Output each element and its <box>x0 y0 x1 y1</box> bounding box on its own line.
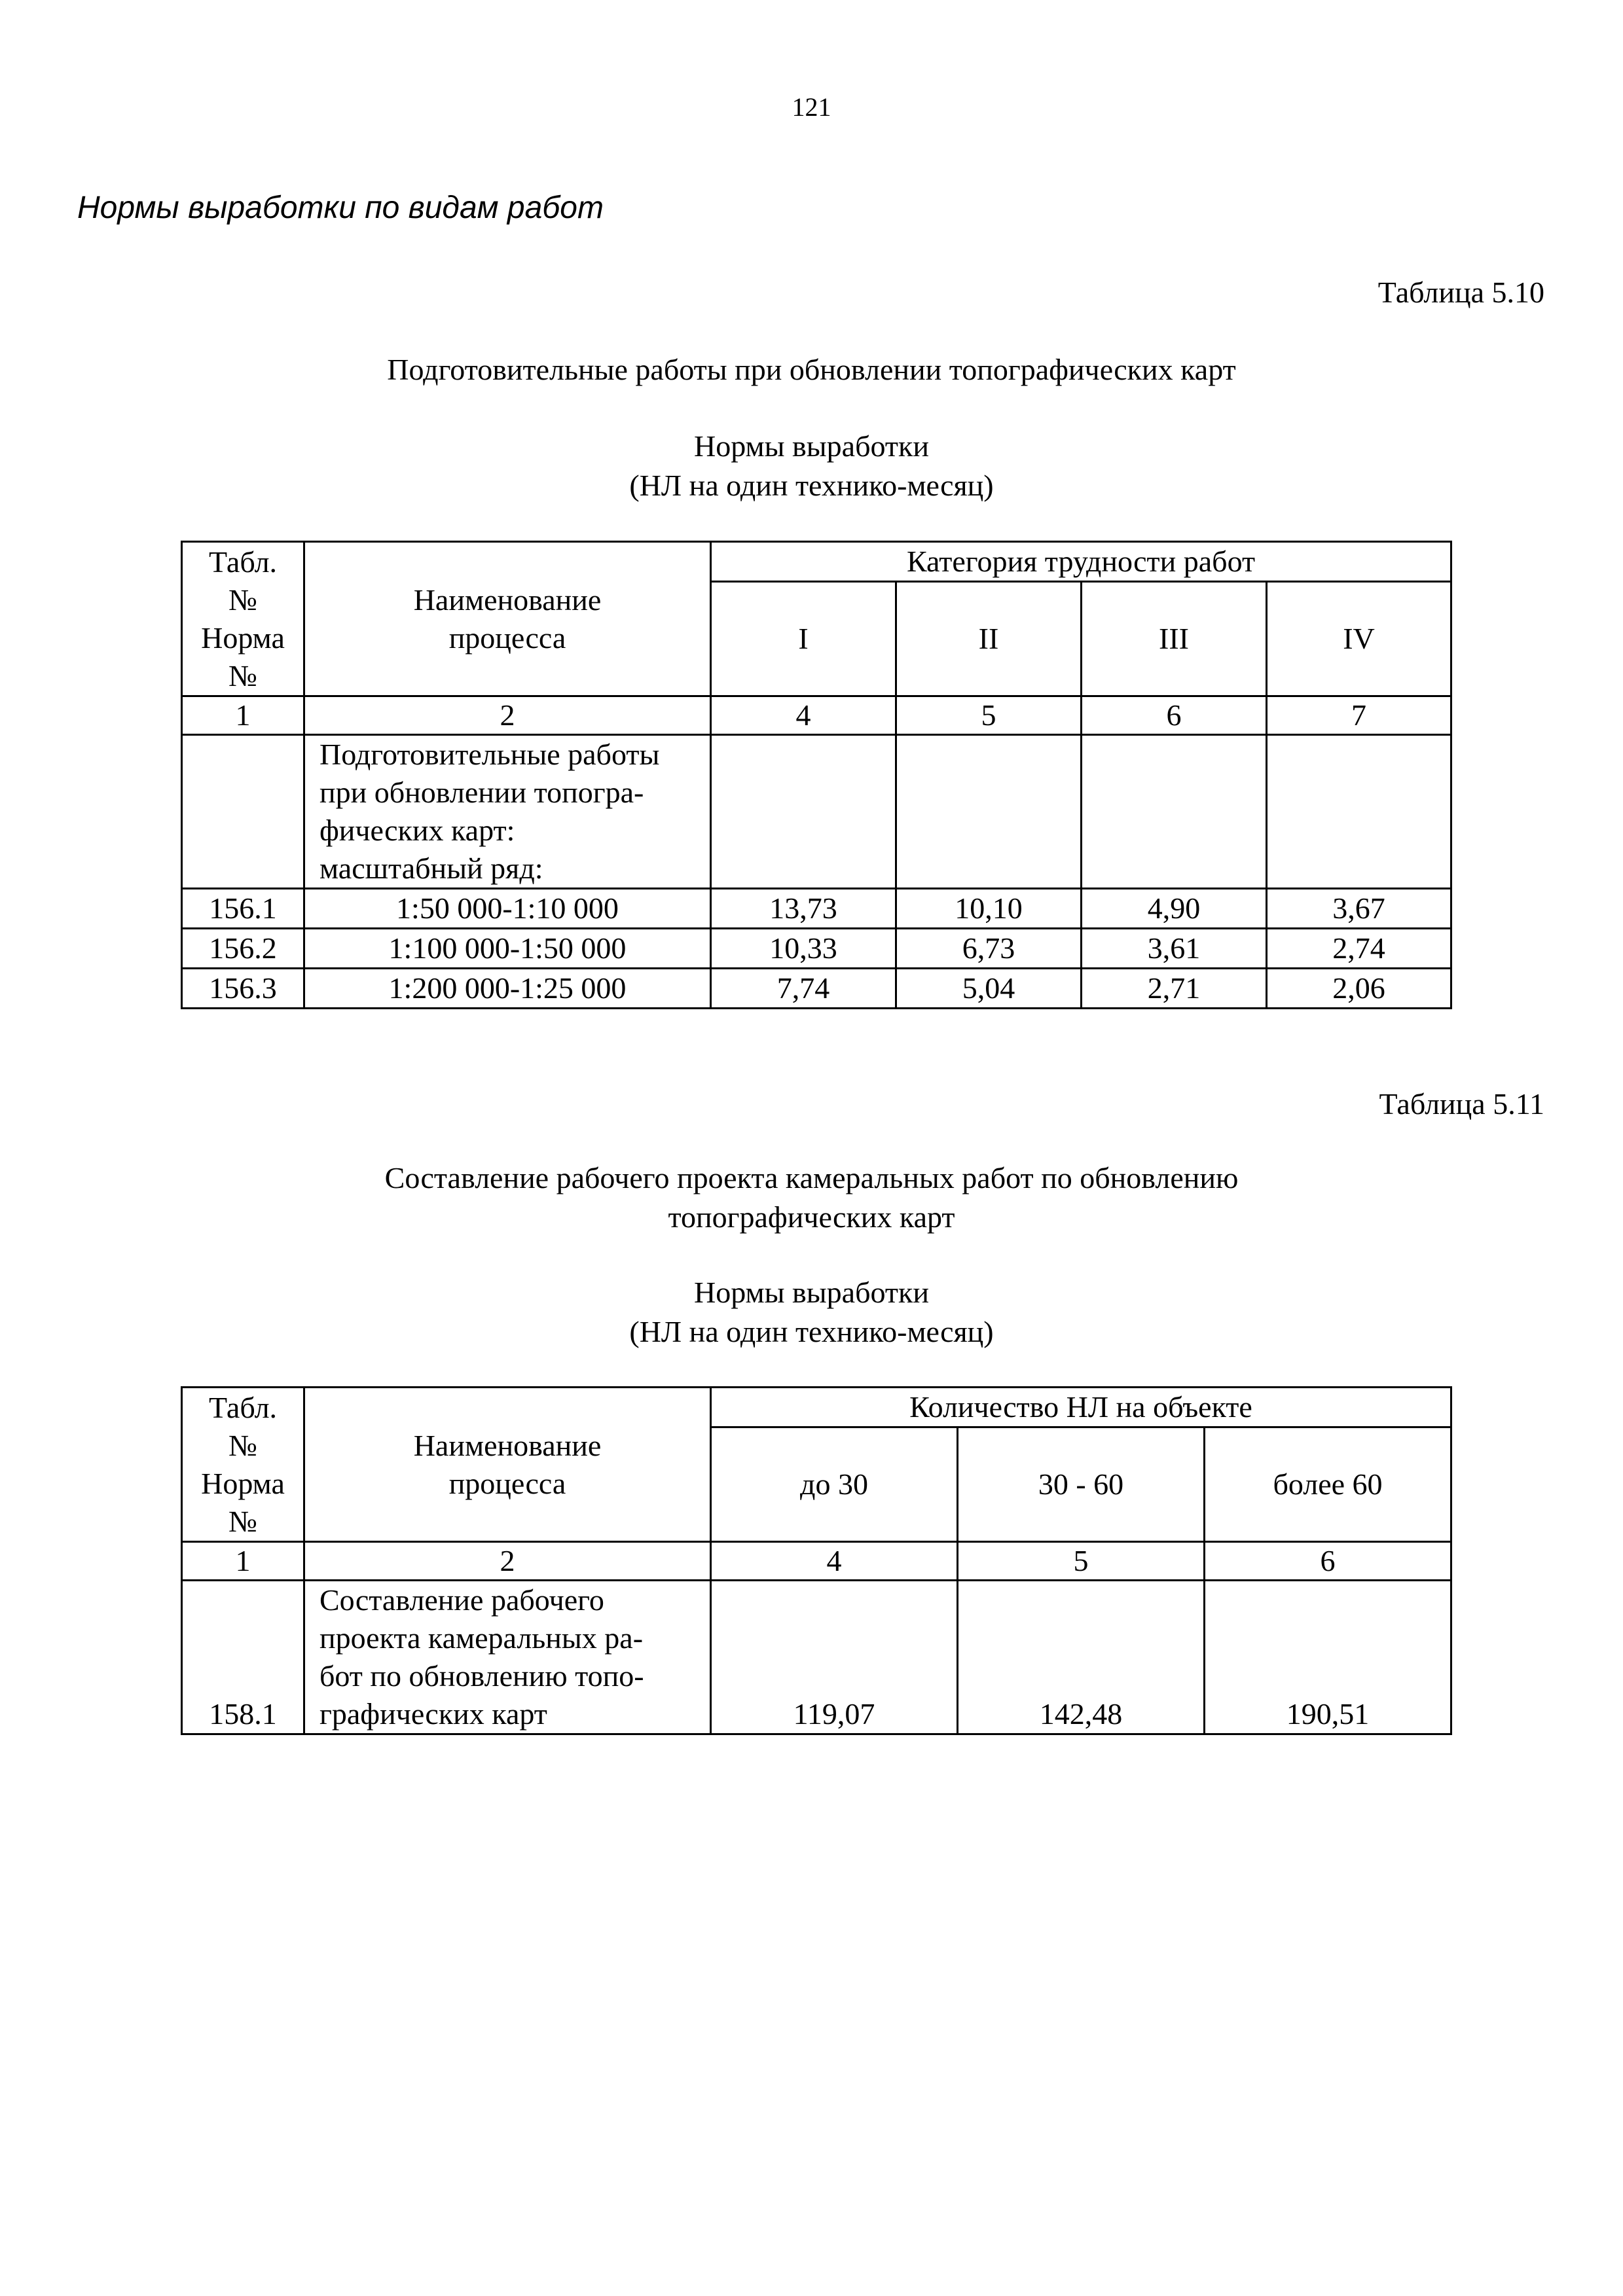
header-norm-number <box>182 1388 304 1542</box>
header-line: № <box>228 1504 257 1538</box>
text-line: графических карт <box>319 1697 547 1731</box>
text-line: бот по обновлению топо- <box>319 1659 644 1693</box>
column-number: 4 <box>711 696 896 735</box>
table-row <box>182 735 1451 889</box>
page-number: 121 <box>792 92 831 122</box>
table-5-10-title: Подготовительные работы при обновлении топографических карт <box>387 353 1236 386</box>
header-line: № <box>228 1428 257 1462</box>
value-cell: 5,04 <box>896 969 1082 1009</box>
value-cell: 6,73 <box>896 929 1082 969</box>
table-row <box>182 929 1451 969</box>
table-5-10-subtitle-2: (НЛ на один технико-месяц) <box>629 469 994 502</box>
norm-number: 156.3 <box>182 969 304 1009</box>
table-5-10 <box>181 541 1452 1009</box>
value-cell: 4,90 <box>1082 889 1267 929</box>
norm-number: 158.1 <box>182 1581 304 1734</box>
value-cell: 2,74 <box>1267 929 1451 969</box>
process-name: 1:200 000-1:25 000 <box>304 969 711 1009</box>
value-cell: 142,48 <box>958 1581 1205 1734</box>
table-5-11-title-2: топографических карт <box>668 1200 955 1234</box>
header-line: процесса <box>448 620 566 655</box>
header-category-4: IV <box>1267 582 1451 696</box>
value-cell: 2,06 <box>1267 969 1451 1009</box>
table-row <box>182 1581 1451 1734</box>
table-5-11 <box>181 1386 1452 1735</box>
column-number: 6 <box>1205 1542 1451 1581</box>
norm-number: 156.1 <box>182 889 304 929</box>
table-row <box>182 889 1451 929</box>
table-5-11-title-1: Составление рабочего проекта камеральных работ по обновлению <box>384 1161 1239 1194</box>
text-line: проекта камеральных ра- <box>319 1621 644 1655</box>
text-line: при обновлении топогра- <box>319 776 644 809</box>
text-line: фических карт: <box>319 814 515 847</box>
empty-cell <box>711 735 896 889</box>
column-number: 7 <box>1267 696 1451 735</box>
empty-cell <box>1082 735 1267 889</box>
table-5-11-label: Таблица 5.11 <box>1379 1087 1544 1121</box>
header-quantity-group: Количество НЛ на объекте <box>711 1388 1451 1427</box>
column-number: 6 <box>1082 696 1267 735</box>
header-line: Табл. <box>208 1390 278 1424</box>
header-line: Табл. <box>208 545 278 579</box>
header-line: Наименование <box>413 1428 602 1462</box>
header-range-2: 30 - 60 <box>958 1427 1205 1542</box>
table-5-10-label: Таблица 5.10 <box>1377 276 1544 309</box>
header-difficulty-group: Категория трудности работ <box>711 542 1451 582</box>
empty-cell <box>896 735 1082 889</box>
value-cell: 10,10 <box>896 889 1082 929</box>
header-line: Норма <box>201 620 285 655</box>
value-cell: 119,07 <box>711 1581 958 1734</box>
text-line: Составление рабочего <box>319 1583 604 1617</box>
process-name <box>304 1581 711 1734</box>
process-name: 1:50 000-1:10 000 <box>304 889 711 929</box>
table-5-11-subtitle-2: (НЛ на один технико-месяц) <box>629 1315 994 1348</box>
column-number: 1 <box>182 696 304 735</box>
header-line: № <box>228 658 257 692</box>
column-number: 1 <box>182 1542 304 1581</box>
header-line: Норма <box>201 1466 285 1500</box>
process-name: 1:100 000-1:50 000 <box>304 929 711 969</box>
empty-cell <box>1267 735 1451 889</box>
column-number: 2 <box>304 1542 711 1581</box>
header-line: Наименование <box>413 583 602 617</box>
header-range-3: более 60 <box>1205 1427 1451 1542</box>
header-norm-number <box>182 542 304 696</box>
value-cell: 190,51 <box>1205 1581 1451 1734</box>
table-row <box>182 969 1451 1009</box>
header-category-3: III <box>1082 582 1267 696</box>
value-cell: 3,61 <box>1082 929 1267 969</box>
column-number: 5 <box>896 696 1082 735</box>
section-heading: Нормы выработки по видам работ <box>77 190 604 225</box>
text-line: масштабный ряд: <box>319 852 543 885</box>
header-category-1: I <box>711 582 896 696</box>
header-category-2: II <box>896 582 1082 696</box>
table-5-10-subtitle-1: Нормы выработки <box>694 429 929 463</box>
value-cell: 7,74 <box>711 969 896 1009</box>
table-5-11-subtitle-1: Нормы выработки <box>694 1276 929 1309</box>
value-cell: 10,33 <box>711 929 896 969</box>
column-number: 2 <box>304 696 711 735</box>
value-cell: 13,73 <box>711 889 896 929</box>
header-range-1: до 30 <box>711 1427 958 1542</box>
value-cell: 3,67 <box>1267 889 1451 929</box>
value-cell: 2,71 <box>1082 969 1267 1009</box>
column-number: 4 <box>711 1542 958 1581</box>
header-process-name <box>304 542 711 696</box>
empty-cell <box>182 735 304 889</box>
group-process-name <box>304 735 711 889</box>
column-number: 5 <box>958 1542 1205 1581</box>
norm-number: 156.2 <box>182 929 304 969</box>
text-line: Подготовительные работы <box>319 738 660 771</box>
header-process-name <box>304 1388 711 1542</box>
header-line: № <box>228 583 257 617</box>
header-line: процесса <box>448 1466 566 1500</box>
